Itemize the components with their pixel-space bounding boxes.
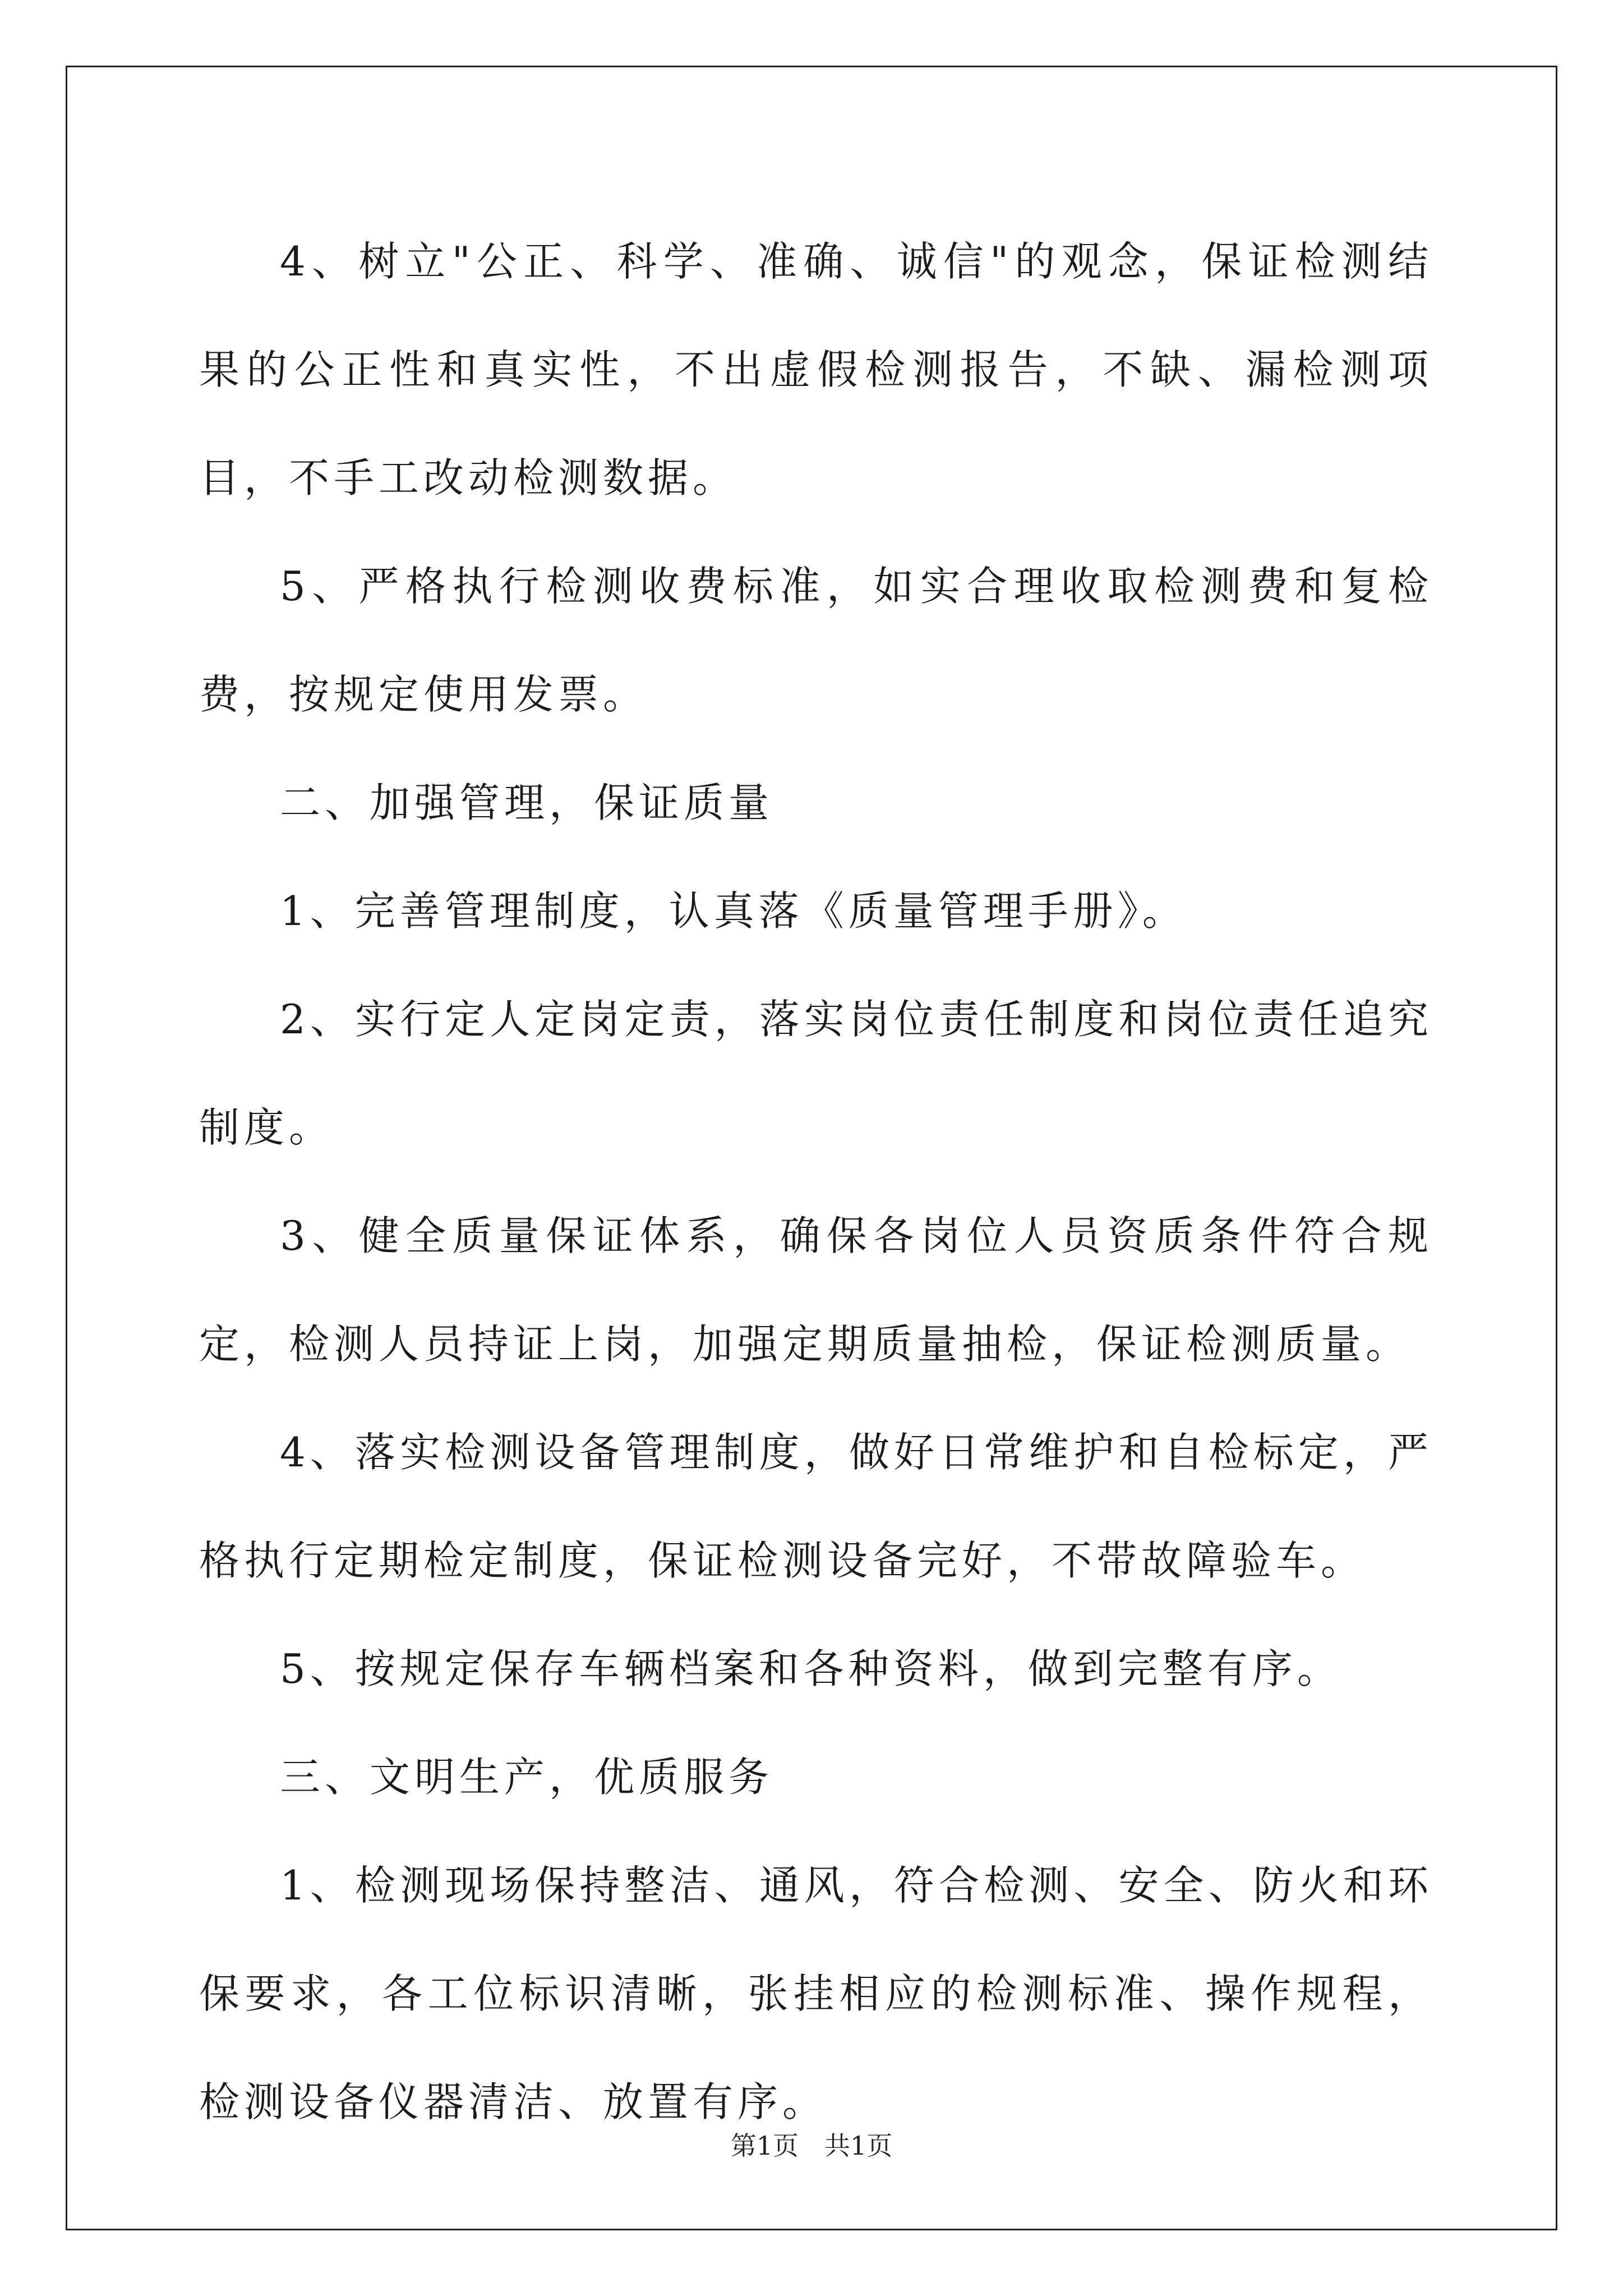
- paragraph: 5、严格执行检测收费标准，如实合理收取检测费和复检费，按规定使用发票。: [199, 563, 1433, 718]
- paragraph: 1、完善管理制度，认真落《质量管理手册》。: [280, 887, 1187, 935]
- paragraph: 4、树立"公正、科学、准确、诚信"的观念，保证检测结果的公正性和真实性，不出虚假检测报告，不缺、漏检测项目，不手工改动检测数据。: [199, 238, 1433, 501]
- paragraph: 4、落实检测设备管理制度，做好日常维护和自检标定，严格执行定期检定制度，保证检测设备完好，不带故障验车。: [199, 1429, 1433, 1584]
- section-heading: 二、加强管理，保证质量: [280, 779, 774, 826]
- page-number-footer: 第1页 共1页: [730, 2131, 893, 2161]
- paragraph: 2、实行定人定岗定责，落实岗位责任制度和岗位责任追究制度。: [199, 996, 1433, 1151]
- paragraph: 1、检测现场保持整洁、通风，符合检测、安全、防火和环保要求，各工位标识清晰，张挂相应的检测标准、操作规程，检测设备仪器清洁、放置有序。: [199, 1862, 1433, 2125]
- paragraph: 5、按规定保存车辆档案和各种资料，做到完整有序。: [280, 1645, 1342, 1692]
- paragraph: 3、健全质量保证体系，确保各岗位人员资质条件符合规定，检测人员持证上岗，加强定期质量抽检，保证检测质量。: [199, 1212, 1433, 1368]
- document-body: [199, 208, 1433, 2156]
- section-heading: 三、文明生产，优质服务: [280, 1754, 774, 1801]
